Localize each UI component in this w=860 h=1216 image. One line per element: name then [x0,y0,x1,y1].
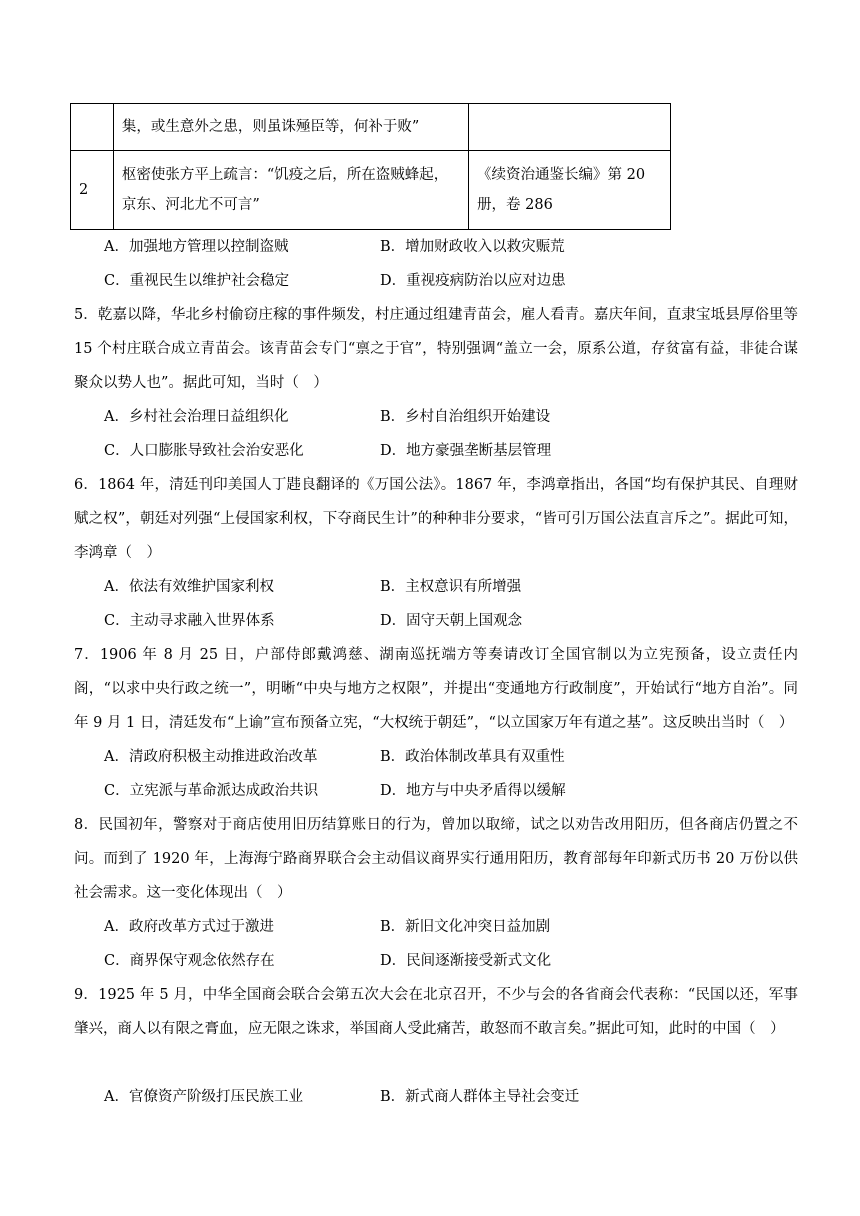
q6-option-c: C．主动寻求融入世界体系 [104,613,275,629]
source-table [70,103,671,230]
option-row [104,944,844,978]
table-cell-number: 2 [71,151,114,230]
q4-options [104,230,844,298]
q5-option-a: A．乡村社会治理日益组织化 [104,409,289,425]
question-8-stem: 8．民国初年，警察对于商店使用旧历结算账日的行为，曾加以取缔，试之以劝告改用阳历，但各商店仍置之不问。而到了 1920 年，上海海宁路商界联合会主动倡议商界实行通用阳历，教育部每年印新式历书 20 万份以供社会需求。这一变化体现出（ ） [74,817,798,901]
option-row [104,434,844,468]
q4-option-b: B．增加财政收入以救灾赈荒 [380,239,565,255]
table-cell-number [71,104,114,151]
q8-option-b: B．新旧文化冲突日益加剧 [380,919,551,935]
q7-option-d: D．地方与中央矛盾得以缓解 [380,783,566,799]
q5-option-c: C．人口膨胀导致社会治安恶化 [104,443,304,459]
q6-option-d: D．固守天朝上国观念 [380,613,523,629]
option-row [104,910,844,944]
q6-options [104,570,844,638]
table-cell-content: 集，或生意外之患，则虽诛殛臣等，何补于败” [113,104,468,151]
q4-option-c: C．重视民生以维护社会稳定 [104,273,290,289]
option-row [104,1080,844,1114]
option-row [104,774,844,808]
question-6-stem: 6．1864 年，清廷刊印美国人丁韪良翻译的《万国公法》。1867 年，李鸿章指出，各国“均有保护其民、自理财赋之权”，朝廷对列强“上侵国家利权，下夺商民生计”的种种非分要求，“皆可引万国公法直言斥之”。据此可知，李鸿章（ ） [74,477,798,561]
q6-option-a: A．依法有效维护国家利权 [104,579,274,595]
option-row [104,604,844,638]
table-cell-content: 枢密使张方平上疏言：“饥疫之后，所在盗贼蜂起，京东、河北尤不可言” [113,151,468,230]
q7-option-b: B．政治体制改革具有双重性 [380,749,565,765]
q4-option-a: A．加强地方管理以控制盗贼 [104,239,289,255]
option-row [104,740,844,774]
q4-option-d: D．重视疫病防治以应对边患 [380,273,566,289]
q8-options [104,910,844,978]
question-5-stem: 5．乾嘉以降，华北乡村偷窃庄稼的事件频发，村庄通过组建青苗会，雇人看青。嘉庆年间，直隶宝坻县厚俗里等 15 个村庄联合成立青苗会。该青苗会专门“禀之于官”，特别强调“盖立一会，原系公道，存贫富有益，非徒合谋聚众以势人也”。据此可知，当时（ ） [74,307,798,391]
q9-option-b: B．新式商人群体主导社会变迁 [380,1089,580,1105]
option-row [104,264,844,298]
table-cell-source: 《续资治通鉴长编》第 20 册，卷 286 [469,151,671,230]
table-row [71,151,671,230]
option-row [104,570,844,604]
q8-option-c: C．商界保守观念依然存在 [104,953,275,969]
option-row [104,400,844,434]
question-9-stem: 9．1925 年 5 月，中华全国商会联合会第五次大会在北京召开，不少与会的各省商会代表称：“民国以还，军事肇兴，商人以有限之膏血，应无限之诛求，举国商人受此痛苦，敢怒而不敢言矣。”据此可知，此时的中国（ ） [74,987,798,1037]
q7-option-a: A．清政府积极主动推进政治改革 [104,749,318,765]
table-row [71,104,671,151]
q7-options [104,740,844,808]
question-7-stem: 7．1906 年 8 月 25 日，户部侍郎戴鸿慈、湖南巡抚端方等奏请改订全国官制以为立宪预备，设立责任内阁，“以求中央行政之统一”，明晰“中央与地方之权限”，并提出“变通地方行政制度”，开始试行“地方自治”。同年 9 月 1 日，清廷发布“上谕”宣布预备立宪，“大权统于朝廷”，“以立国家万年有道之基”。这反映出当时（ ） [74,647,798,731]
q5-option-d: D．地方豪强垄断基层管理 [380,443,552,459]
q9-option-a: A．官僚资产阶级打压民族工业 [104,1089,303,1105]
q9-options [104,1080,844,1114]
option-row [104,230,844,264]
q8-option-a: A．政府改革方式过于激进 [104,919,274,935]
q5-options [104,400,844,468]
q8-option-d: D．民间逐渐接受新式文化 [380,953,552,969]
q7-option-c: C．立宪派与革命派达成政治共识 [104,783,319,799]
q6-option-b: B．主权意识有所增强 [380,579,522,595]
q5-option-b: B．乡村自治组织开始建设 [380,409,551,425]
table-cell-source [469,104,671,151]
